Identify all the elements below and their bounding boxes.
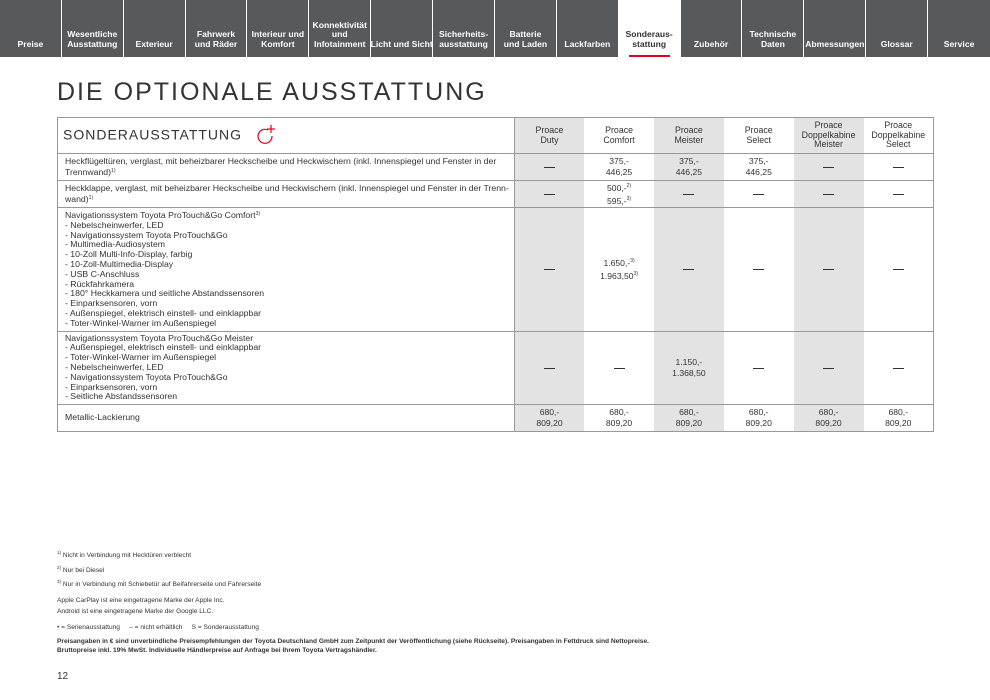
column-header-select: Proace Select bbox=[724, 118, 794, 154]
cell-value bbox=[794, 154, 864, 181]
top-navigation bbox=[0, 0, 990, 57]
cell-value: 500,-$^{2)}$ 595,-$^{3)}$ bbox=[584, 181, 654, 208]
nav-tab-licht-und-sicht[interactable]: Licht und Sicht bbox=[371, 0, 433, 57]
page-number: 12 bbox=[57, 671, 69, 682]
nav-tab-zubehoer[interactable]: Zubehör bbox=[681, 0, 743, 57]
price-note-2: Bruttopreise inkl. 19% MwSt. Individuelle Händlerpreise auf Anfrage bei Ihrem Toyota Vertragshändler. bbox=[57, 647, 377, 654]
column-header-comfort: Proace Comfort bbox=[584, 118, 654, 154]
cell-value bbox=[514, 154, 584, 181]
not-available-dash bbox=[683, 194, 694, 195]
table-row bbox=[58, 405, 934, 432]
not-available-dash bbox=[823, 194, 834, 195]
cell-value bbox=[514, 331, 584, 405]
not-available-dash bbox=[544, 194, 555, 195]
nav-tab-wesentliche-ausstattung[interactable]: Wesentliche Ausstattung bbox=[62, 0, 124, 57]
row-description: Heckklappe, verglast, mit beheizbarer Heckscheibe und Heckwischern (inkl. Innenspiegel und Fenster in der Trenn- wand)$^{1)}$ bbox=[58, 181, 515, 208]
not-available-dash bbox=[893, 368, 904, 369]
nav-tab-fahrwerk[interactable]: Fahrwerk und Räder bbox=[186, 0, 248, 57]
cell-value: 375,- 446,25 bbox=[724, 154, 794, 181]
not-available-dash bbox=[544, 269, 555, 270]
footnotes bbox=[57, 547, 937, 655]
nav-tab-technische-daten[interactable]: Technische Daten bbox=[742, 0, 804, 57]
not-available-dash bbox=[893, 269, 904, 270]
column-header-dk-meister: Proace Doppelkabine Meister bbox=[794, 118, 864, 154]
nav-tab-lackfarben[interactable]: Lackfarben bbox=[557, 0, 619, 57]
cell-value bbox=[864, 181, 934, 208]
not-available-dash bbox=[544, 368, 555, 369]
row-description: Heckflügeltüren, verglast, mit beheizbarer Heckscheibe und Heckwischern (inkl. Innenspiegel und Fenster in der Trennwand)$^{1)}$ bbox=[58, 154, 515, 181]
cell-value: 1.650,-$^{3)}$ 1.963,50$^{3)}$ bbox=[584, 208, 654, 332]
not-available-dash bbox=[823, 368, 834, 369]
nav-tab-konnektivitaet[interactable]: Konnektivität und Infotainment bbox=[309, 0, 371, 57]
footnote-3: $^{3)}$ Nur in Verbindung mit Schiebetür auf Beifahrerseite und Fahrerseite bbox=[57, 579, 262, 588]
cell-value bbox=[514, 181, 584, 208]
table-row bbox=[58, 208, 934, 332]
nav-tab-batterie[interactable]: Batterie und Laden bbox=[495, 0, 557, 57]
not-available-dash bbox=[683, 269, 694, 270]
cell-value bbox=[654, 181, 724, 208]
cell-value: 680,- 809,20 bbox=[584, 405, 654, 432]
nav-tab-sicherheitsausstattung[interactable]: Sicherheits- ausstattung bbox=[433, 0, 495, 57]
trademark-apple: Apple CarPlay ist eine eingetragene Marke der Apple Inc. bbox=[57, 596, 225, 604]
cell-value: 375,- 446,25 bbox=[654, 154, 724, 181]
page-title: DIE OPTIONALE AUSSTATTUNG bbox=[57, 78, 487, 106]
table-row bbox=[58, 181, 934, 208]
row-description: Navigationssystem Toyota ProTouch&Go Comfort$^{3)}$ - Nebelscheinwerfer, LED - Navigationssystem Toyota ProTouch&Go - Multimedia-Audiosystem - 10-Zoll Multi-Info-Display, farbig - 10-Zoll-Multimedia-Display - USB C-Anschluss - Rückfahrkamera - 180° Heckkamera und seitliche Abstandssensoren - Einparksensoren, vorn - Außenspiegel, elektrisch einstell- und einklappbar - Toter-Winkel-Warner im Außenspiegel bbox=[58, 208, 515, 332]
cell-value: 680,- 809,20 bbox=[654, 405, 724, 432]
trademark-android: Android ist eine eingetragene Marke der Google LLC. bbox=[57, 608, 214, 615]
cell-value: 680,- 809,20 bbox=[864, 405, 934, 432]
nav-tab-glossar[interactable]: Glossar bbox=[866, 0, 928, 57]
nav-tab-abmessungen[interactable]: Abmessungen bbox=[804, 0, 866, 57]
cell-value bbox=[864, 331, 934, 405]
cell-value: 680,- 809,20 bbox=[794, 405, 864, 432]
nav-tab-service[interactable]: Service bbox=[928, 0, 990, 57]
not-available-dash bbox=[753, 194, 764, 195]
cell-value bbox=[724, 331, 794, 405]
table-header-row bbox=[58, 118, 934, 154]
section-header bbox=[58, 118, 515, 154]
nav-tab-exterieur[interactable]: Exterieur bbox=[124, 0, 186, 57]
footnote-2: $^{2)}$ Nur bei Diesel bbox=[57, 564, 105, 574]
options-table bbox=[57, 117, 934, 432]
cell-value: 680,- 809,20 bbox=[514, 405, 584, 432]
column-header-dk-select: Proace Doppelkabine Select bbox=[864, 118, 934, 154]
nav-tab-sonderausstattung[interactable]: Sonderaus- stattung bbox=[619, 0, 681, 57]
cell-value bbox=[864, 154, 934, 181]
cell-value: 375,- 446,25 bbox=[584, 154, 654, 181]
not-available-dash bbox=[823, 269, 834, 270]
table-row bbox=[58, 154, 934, 181]
cell-value bbox=[724, 181, 794, 208]
not-available-dash bbox=[614, 368, 625, 369]
cell-value bbox=[514, 208, 584, 332]
not-available-dash bbox=[893, 194, 904, 195]
footnote-1: $^{1)}$ Nicht in Verbindung mit Hecktüren verblecht bbox=[57, 550, 192, 559]
legend: • = Serienausstattung – = nicht erhältlich S = Sonderausstattung bbox=[57, 623, 259, 631]
section-title: SONDERAUSSTATTUNG bbox=[63, 126, 243, 143]
car-plus-icon bbox=[255, 124, 277, 147]
cell-value bbox=[794, 181, 864, 208]
cell-value: 1.150,- 1.368,50 bbox=[654, 331, 724, 405]
column-header-meister: Proace Meister bbox=[654, 118, 724, 154]
table-row bbox=[58, 331, 934, 405]
not-available-dash bbox=[753, 368, 764, 369]
row-description: Metallic-Lackierung bbox=[58, 405, 515, 432]
column-header-duty: Proace Duty bbox=[514, 118, 584, 154]
price-note-1: Preisangaben in € sind unverbindliche Preisempfehlungen der Toyota Deutschland GmbH zum Zeitpunkt der Veröffentlichung (siehe Rückseite). Preisangaben in Fettdruck sind Nettopreise. bbox=[57, 638, 649, 645]
cell-value bbox=[794, 331, 864, 405]
cell-value bbox=[584, 331, 654, 405]
cell-value bbox=[724, 208, 794, 332]
nav-tab-preise[interactable]: Preise bbox=[0, 0, 62, 57]
cell-value bbox=[864, 208, 934, 332]
not-available-dash bbox=[544, 167, 555, 168]
row-description: Navigationssystem Toyota ProTouch&Go Meister - Außenspiegel, elektrisch einstell- und einklappbar - Toter-Winkel-Warner im Außenspiegel - Nebelscheinwerfer, LED - Navigationssystem Toyota ProTouch&Go - Einparksensoren, vorn - Seitliche Abstandssensoren bbox=[58, 331, 515, 405]
cell-value bbox=[654, 208, 724, 332]
not-available-dash bbox=[753, 269, 764, 270]
not-available-dash bbox=[823, 167, 834, 168]
cell-value bbox=[794, 208, 864, 332]
nav-tab-interieur[interactable]: Interieur und Komfort bbox=[247, 0, 309, 57]
not-available-dash bbox=[893, 167, 904, 168]
cell-value: 680,- 809,20 bbox=[724, 405, 794, 432]
